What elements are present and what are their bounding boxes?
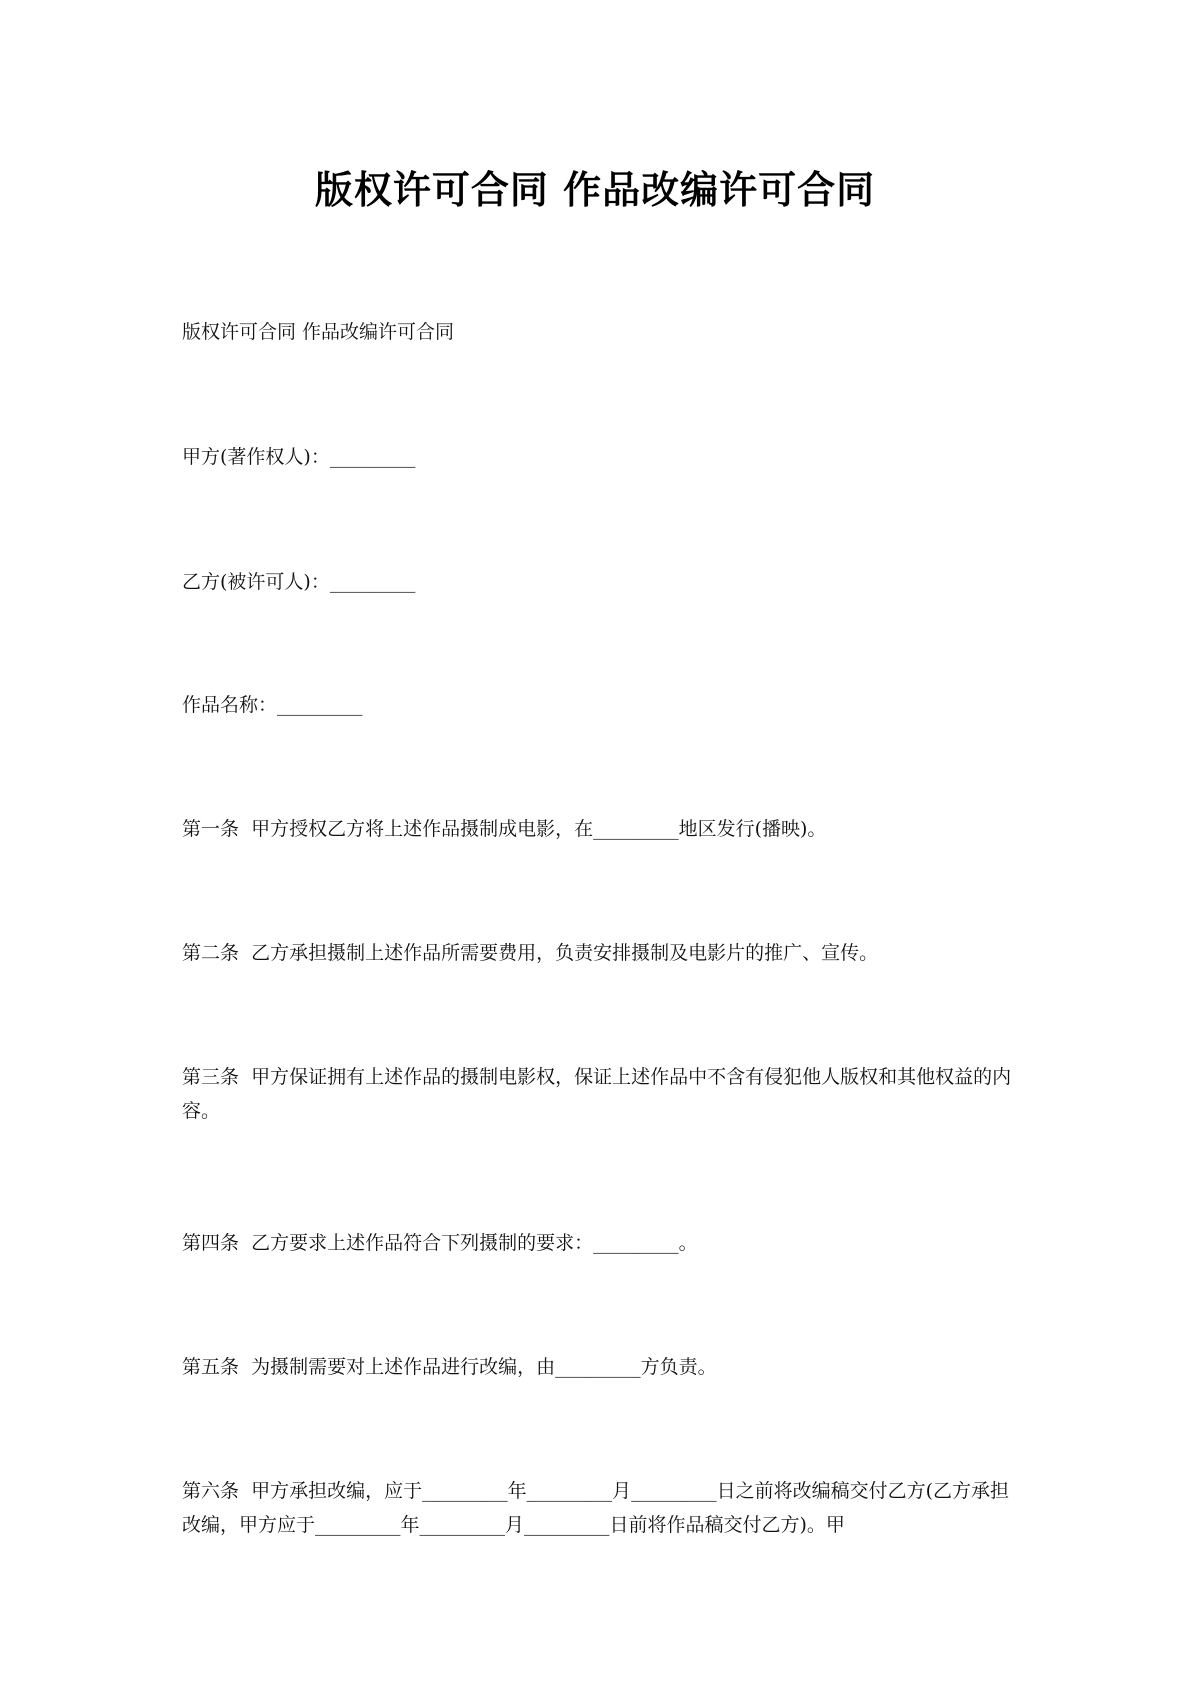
- article-2: 第二条 乙方承担摄制上述作品所需要费用，负责安排摄制及电影片的推广、宣传。: [182, 942, 879, 964]
- article-3: 第三条 甲方保证拥有上述作品的摄制电影权，保证上述作品中不含有侵犯他人版权和其他权益的内容。: [182, 1066, 1012, 1122]
- party-b-line: 乙方(被许可人)：_________: [182, 571, 416, 593]
- document-subtitle: 版权许可合同 作品改编许可合同: [182, 321, 455, 343]
- article-5: 第五条 为摄制需要对上述作品进行改编，由_________方负责。: [182, 1356, 717, 1378]
- document-title: 版权许可合同 作品改编许可合同: [314, 168, 876, 212]
- party-a-line: 甲方(著作权人)：_________: [182, 446, 416, 468]
- article-1: 第一条 甲方授权乙方将上述作品摄制成电影，在_________地区发行(播映)。: [182, 818, 827, 840]
- work-name-line: 作品名称：_________: [182, 694, 363, 716]
- article-4: 第四条 乙方要求上述作品符合下列摄制的要求：_________。: [182, 1232, 698, 1254]
- article-6: 第六条 甲方承担改编，应于_________年_________月_________日之前将改编稿交付乙方(乙方承担改编，甲方应于_________年_________月_________日前将作品稿交付乙方)。甲: [182, 1480, 1009, 1536]
